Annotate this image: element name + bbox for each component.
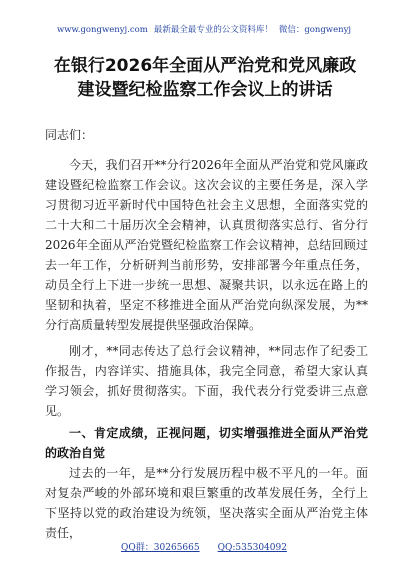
header-wechat: 微信：gongwenyj <box>278 25 352 35</box>
page-header <box>0 24 408 36</box>
paragraph-3: 过去的一年，是**分行发展历程中极不平凡的一年。面对复杂严峻的外部环境和艰巨繁重的改革发展任务，全行上下坚持以党的政治建设为统领，坚决落实全面从严治党主体责任， <box>45 466 368 540</box>
page-footer <box>0 542 408 554</box>
paragraph-1: 今天，我们召开**分行2026年全面从严治党和党风廉政建设暨纪检监察工作会议。这次会议的主要任务是，深入学习贯彻习近平新时代中国特色社会主义思想，全面落实党的二十大和二十届历次全会精神，认真贯彻落实总行、省分行2026年全面从严治党暨纪检监察工作会议精神，总结回顾过去一年工作，分析研判当前形势，安排部署今年重点任务，动员全行上下进一步统一思想、凝聚共识，以永远在路上的坚韧和执着，坚定不移推进全面从严治党向纵深发展，为**分行高质量转型发展提供坚强政治保障。 <box>45 158 368 332</box>
header-slogan: 最新最全最专业的公文资料库！ <box>153 25 273 35</box>
paragraph-2: 刚才，**同志传达了总行会议精神，**同志作了纪委工作报告，内容详实、措施具体，我完全同意，希望大家认真学习领会，抓好贯彻落实。下面，我代表分行党委讲三点意见。 <box>45 344 368 418</box>
footer-qq-group[interactable]: QQ群：30265665 <box>121 543 200 553</box>
title-line-2: 建设暨纪检监察工作会议上的讲话 <box>77 80 333 100</box>
document-body <box>45 125 368 543</box>
title-line-1: 在银行2026年全面从严治党和党风廉政 <box>53 56 357 76</box>
footer-qq[interactable]: QQ:535304092 <box>217 543 287 553</box>
section-heading-1: 一、肯定成绩，正视问题，切实增强推进全面从严治党的政治自觉 <box>45 426 368 460</box>
salutation: 同志们： <box>45 128 94 142</box>
header-website-link[interactable]: www.gongwenyj.com <box>56 25 148 35</box>
document-title <box>40 54 370 102</box>
